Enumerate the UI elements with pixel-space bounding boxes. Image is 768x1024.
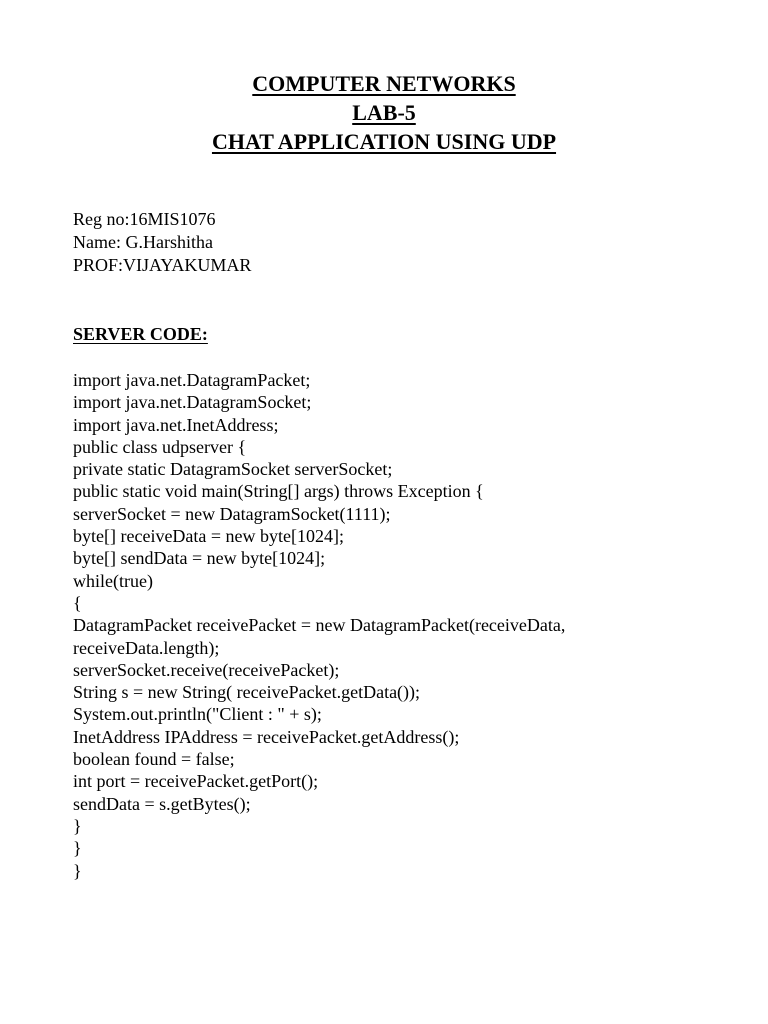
code-line: import java.net.DatagramSocket; xyxy=(73,392,312,413)
code-line: } xyxy=(73,815,82,836)
code-line: InetAddress IPAddress = receivePacket.getAddress(); xyxy=(73,726,460,747)
reg-no-text: Reg no:16MIS1076 xyxy=(73,209,216,229)
title-line xyxy=(0,127,768,156)
code-line: byte[] sendData = new byte[1024]; xyxy=(73,548,326,569)
code-line: { xyxy=(73,592,82,613)
student-info xyxy=(73,208,251,277)
code-line: DatagramPacket receivePacket = new DatagramPacket(receiveData, xyxy=(73,615,566,636)
code-line: public static void main(String[] args) throws Exception { xyxy=(73,481,484,502)
code-line: public class udpserver { xyxy=(73,436,247,457)
code-line: serverSocket.receive(receivePacket); xyxy=(73,659,340,680)
code-line: } xyxy=(73,860,82,881)
title-topic: CHAT APPLICATION USING UDP xyxy=(211,129,557,154)
section-heading-server-code: SERVER CODE: xyxy=(73,324,208,344)
title-course: COMPUTER NETWORKS xyxy=(252,71,516,96)
code-line: import java.net.InetAddress; xyxy=(73,414,279,435)
professor-text: PROF:VIJAYAKUMAR xyxy=(73,255,252,275)
code-line: private static DatagramSocket serverSocket; xyxy=(73,459,393,480)
document-title xyxy=(0,69,768,156)
student-name-text: Name: G.Harshitha xyxy=(73,232,213,252)
code-line: import java.net.DatagramPacket; xyxy=(73,370,311,390)
code-line: } xyxy=(73,838,82,859)
code-line: System.out.println("Client : " + s); xyxy=(73,704,322,725)
code-line: String s = new String( receivePacket.getData()); xyxy=(73,682,421,703)
code-line: receiveData.length); xyxy=(73,637,220,658)
code-line: serverSocket = new DatagramSocket(1111); xyxy=(73,503,391,524)
server-code-block xyxy=(73,369,733,882)
code-line: byte[] receiveData = new byte[1024]; xyxy=(73,526,345,547)
title-line xyxy=(0,69,768,98)
code-line: int port = receivePacket.getPort(); xyxy=(73,771,319,792)
title-lab-number: LAB-5 xyxy=(352,100,416,125)
title-line xyxy=(0,98,768,127)
code-line: sendData = s.getBytes(); xyxy=(73,793,251,814)
code-line: while(true) xyxy=(73,570,153,591)
code-line: boolean found = false; xyxy=(73,749,235,770)
